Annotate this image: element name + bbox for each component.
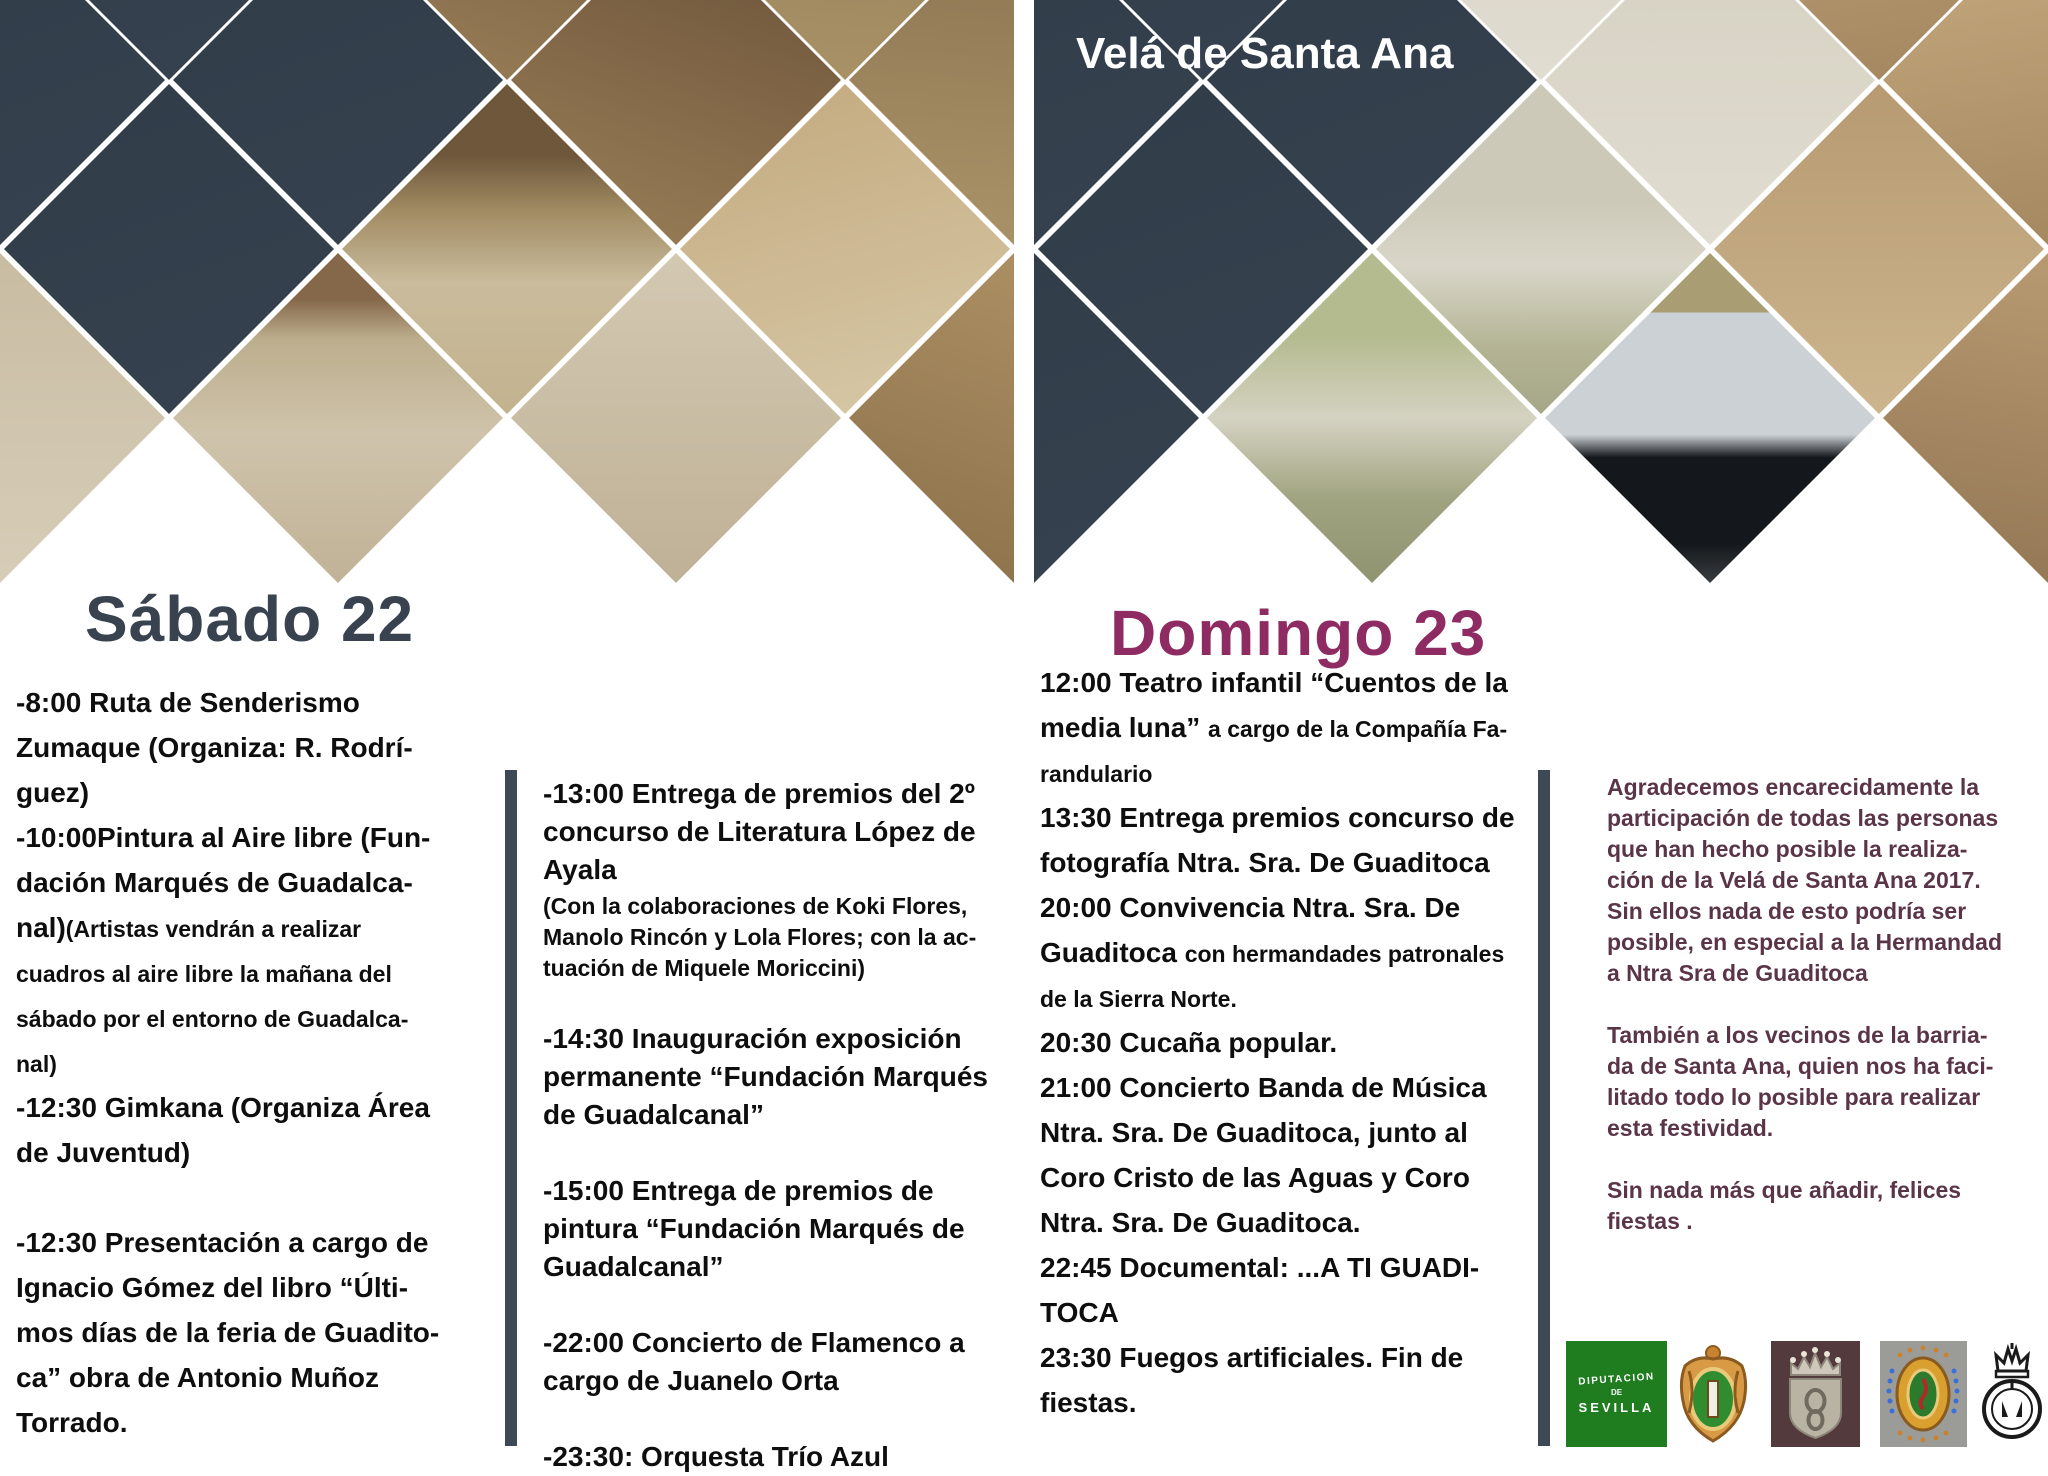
divider-bar-left-page [505, 770, 517, 1446]
logo-diputacion-sevilla [1566, 1341, 1667, 1447]
flyer-title: Velá de Santa Ana [1076, 29, 1454, 78]
page-saturday [0, 0, 1014, 1472]
sunday-schedule-column: 12:00 Teatro infantil “Cuentos de la media luna” a cargo de la Compañía Fa- randulario 13:30 Entrega premios concurso de fotografía Ntra. Sra. De Guaditoca 20:00 Convivencia Ntra. Sra. De Guaditoca con hermandades patronales de la Sierra Norte. 20:30 Cucaña popular. 21:00 Concierto Banda de Música Ntra. Sra. De Guaditoca, junto al Coro Cristo de las Aguas y Coro Ntra. Sra. De Guaditoca. 22:45 Documental: ...A TI GUADI- TOCA 23:30 Fuegos artificiales. Fin de fiestas. [1040, 667, 1515, 1418]
saturday-schedule-column-1: -8:00 Ruta de Senderismo Zumaque (Organiza: R. Rodrí- guez) -10:00Pintura al Aire libre (Fun- dación Marqués de Guadalca- nal)(Artistas vendrán a realizar cuadros al aire libre la mañana del sábado por el entorno de Guadalca- nal) -12:30 Gimkana (Organiza Área de Juventud) -12:30 Presentación a cargo de Ignacio Gómez del libro “Últi- mos días de la feria de Guadito- ca” obra de Antonio Muñoz Torrado. [16, 687, 440, 1438]
page-sunday [1034, 0, 2048, 1447]
heading-sunday: Domingo 23 [1110, 597, 1487, 669]
divider-bar-right-page [1538, 770, 1550, 1446]
logo-diputacion-line3: SEVILLA [1578, 1399, 1655, 1415]
photo-collage-left [0, 0, 1014, 612]
saturday-schedule-column-2: -13:00 Entrega de premios del 2º concurso de Literatura López de Ayala (Con la colaboraciones de Koki Flores, Manolo Rincón y Lola Flores; con la ac- tuación de Miquele Moriccini) -14:30 Inauguración exposición permanente “Fundación Marqués de Guadalcanal” -15:00 Entrega de premios de pintura “Fundación Marqués de Guadalcanal” -22:00 Concierto de Flamenco a cargo de Juanelo Orta -23:30: Orquesta Trío Azul [543, 778, 988, 1472]
logo-diputacion-line1: DIPUTACION [1577, 1370, 1656, 1388]
acknowledgements-text: Agradecemos encarecidamente la participación de todas las personas que han hecho posible la realiza- ción de la Velá de Santa Ana 2017. Sin ellos nada de esto podría ser posible, en especial a la Hermandad a Ntra Sra de Guaditoca También a los vecinos de la barria- da de Santa Ana, quien nos ha faci- litado todo lo posible para realizar esta festividad. Sin nada más que añadir, felices fiestas . [1607, 774, 2002, 1234]
logo-hermandad-emblem-icon [1880, 1341, 1967, 1447]
logo-crown-seal-icon [1978, 1341, 2046, 1447]
heading-saturday: Sábado 22 [85, 583, 415, 655]
logo-diputacion-line2: DE [1610, 1387, 1623, 1397]
sponsor-logos [1566, 1341, 2048, 1447]
photo-collage-right [1034, 0, 2048, 612]
logo-crowned-shield-icon [1771, 1341, 1860, 1447]
logo-gold-crest-icon [1675, 1341, 1752, 1447]
